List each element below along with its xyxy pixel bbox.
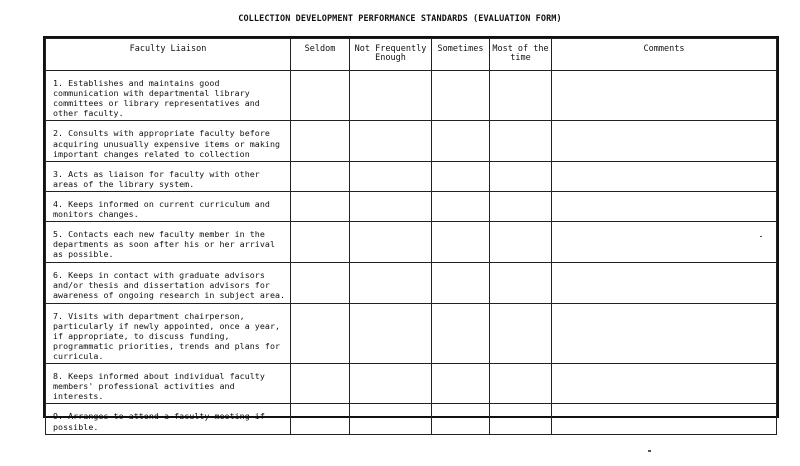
rating-cell-sometimes[interactable] <box>432 191 490 221</box>
criterion-text: 6. Keeps in contact with graduate advisors and/or thesis and dissertation advisors for awareness of ongoing research in subject area. <box>46 263 291 303</box>
rating-cell-not-frequently[interactable] <box>350 222 432 263</box>
scan-speck <box>760 236 762 237</box>
rating-cell-most[interactable] <box>490 121 552 161</box>
comments-cell[interactable] <box>552 191 777 221</box>
table-row <box>46 364 777 404</box>
rating-cell-sometimes[interactable] <box>432 161 490 191</box>
criterion-text: 2. Consults with appropriate faculty before acquiring unusually expensive items or making important changes related to collection <box>46 121 291 161</box>
table-row <box>46 161 777 191</box>
rating-cell-most[interactable] <box>490 303 552 364</box>
form-title: COLLECTION DEVELOPMENT PERFORMANCE STANDARDS (EVALUATION FORM) <box>238 14 562 24</box>
rating-cell-most[interactable] <box>490 263 552 303</box>
table-row <box>46 191 777 221</box>
rating-cell-seldom[interactable] <box>291 191 350 221</box>
rating-cell-not-frequently[interactable] <box>350 364 432 404</box>
comments-cell[interactable] <box>552 161 777 191</box>
rating-cell-most[interactable] <box>490 71 552 121</box>
table-row <box>46 71 777 121</box>
criterion-text: 7. Visits with department chairperson, particularly if newly appointed, once a year, if appropriate, to discuss funding, programmatic priorities, trends and plans for curricula. <box>46 303 291 364</box>
rating-cell-seldom[interactable] <box>291 263 350 303</box>
comments-cell[interactable] <box>552 222 777 263</box>
header-not-frequently-enough: Not Frequently Enough <box>350 39 432 71</box>
rating-cell-not-frequently[interactable] <box>350 303 432 364</box>
table-row <box>46 303 777 364</box>
rating-cell-seldom[interactable] <box>291 303 350 364</box>
comments-cell[interactable] <box>552 303 777 364</box>
comments-cell[interactable] <box>552 364 777 404</box>
rating-cell-not-frequently[interactable] <box>350 263 432 303</box>
rating-cell-sometimes[interactable] <box>432 71 490 121</box>
comments-cell[interactable] <box>552 404 777 435</box>
rating-cell-seldom[interactable] <box>291 222 350 263</box>
rating-cell-sometimes[interactable] <box>432 222 490 263</box>
table-row <box>46 222 777 263</box>
rating-cell-most[interactable] <box>490 222 552 263</box>
header-seldom: Seldom <box>291 39 350 71</box>
rating-cell-seldom[interactable] <box>291 404 350 435</box>
criterion-text: 5. Contacts each new faculty member in the departments as soon after his or her arrival as possible. <box>46 222 291 263</box>
table-row <box>46 121 777 161</box>
rating-cell-seldom[interactable] <box>291 161 350 191</box>
rating-cell-seldom[interactable] <box>291 121 350 161</box>
rating-cell-sometimes[interactable] <box>432 364 490 404</box>
comments-cell[interactable] <box>552 121 777 161</box>
rating-cell-most[interactable] <box>490 161 552 191</box>
evaluation-table <box>43 36 779 432</box>
header-faculty-liaison: Faculty Liaison <box>46 39 291 71</box>
criterion-text: 9. Arranges to attend a faculty meeting if possible. <box>46 404 291 435</box>
rating-cell-sometimes[interactable] <box>432 263 490 303</box>
header-row <box>46 39 777 71</box>
rating-cell-sometimes[interactable] <box>432 121 490 161</box>
rating-cell-most[interactable] <box>490 404 552 435</box>
rating-cell-not-frequently[interactable] <box>350 121 432 161</box>
table-row <box>46 263 777 303</box>
rating-cell-not-frequently[interactable] <box>350 161 432 191</box>
criterion-text: 1. Establishes and maintains good communication with departmental library committees or library representatives and other faculty. <box>46 71 291 121</box>
rating-cell-sometimes[interactable] <box>432 404 490 435</box>
criterion-text: 3. Acts as liaison for faculty with other areas of the library system. <box>46 161 291 191</box>
rating-cell-not-frequently[interactable] <box>350 71 432 121</box>
comments-cell[interactable] <box>552 71 777 121</box>
rating-cell-most[interactable] <box>490 191 552 221</box>
header-sometimes: Sometimes <box>432 39 490 71</box>
rating-cell-seldom[interactable] <box>291 71 350 121</box>
header-comments: Comments <box>552 39 777 71</box>
rating-cell-sometimes[interactable] <box>432 303 490 364</box>
scan-speck <box>648 450 651 452</box>
rating-cell-most[interactable] <box>490 364 552 404</box>
criterion-text: 8. Keeps informed about individual faculty members' professional activities and interests. <box>46 364 291 404</box>
rating-cell-seldom[interactable] <box>291 364 350 404</box>
criterion-text: 4. Keeps informed on current curriculum and monitors changes. <box>46 191 291 221</box>
comments-cell[interactable] <box>552 263 777 303</box>
header-most-of-the-time: Most of the time <box>490 39 552 71</box>
table-row <box>46 404 777 435</box>
rating-cell-not-frequently[interactable] <box>350 404 432 435</box>
rating-cell-not-frequently[interactable] <box>350 191 432 221</box>
